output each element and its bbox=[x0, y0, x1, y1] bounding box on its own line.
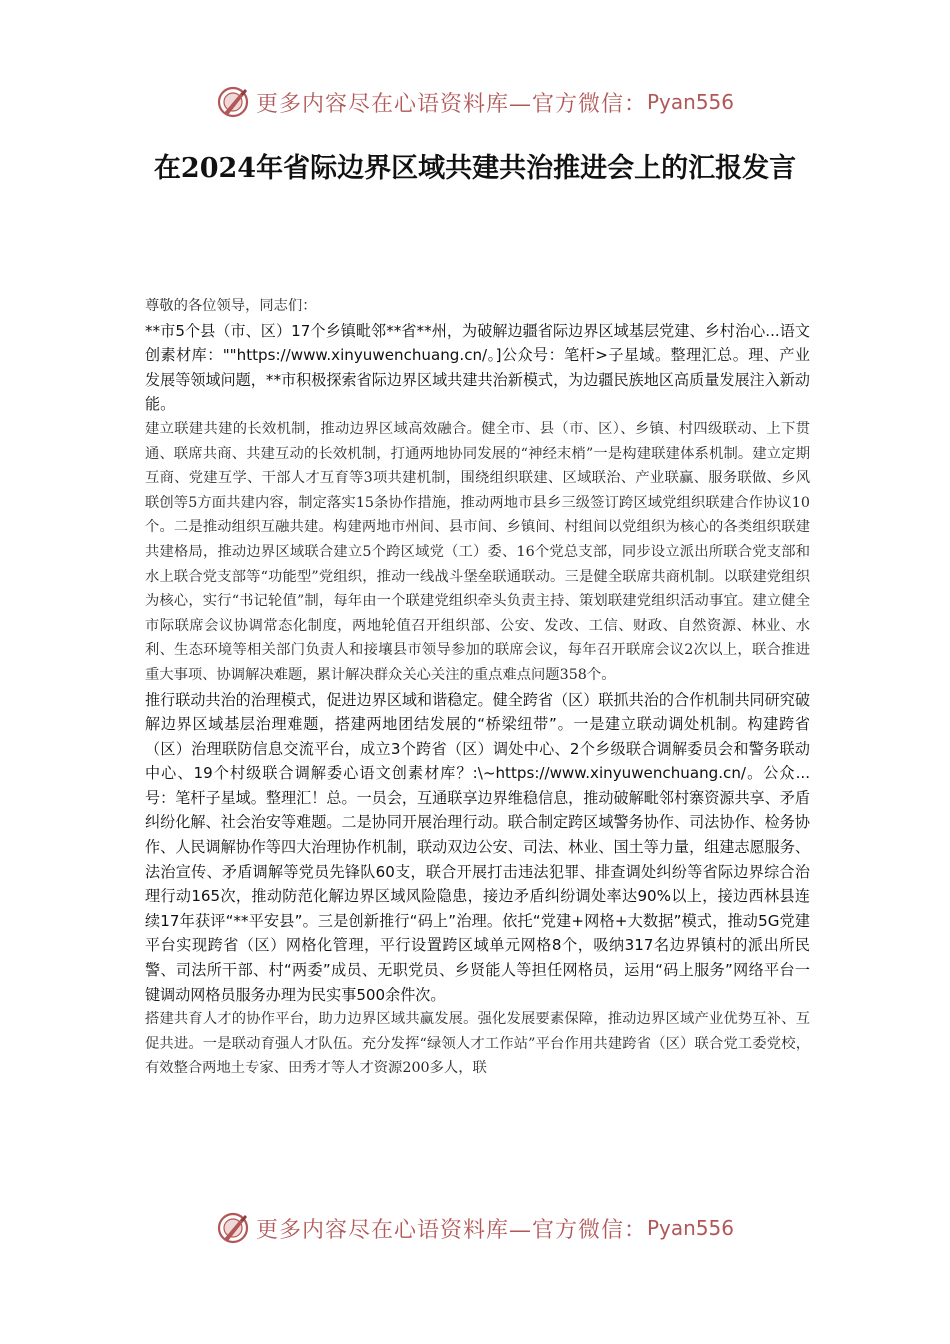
section-one-paragraph: 建立联建共建的长效机制，推动边界区域高效融合。健全市、县（市、区）、乡镇、村四级联动、上下贯通、联席共商、共建互动的长效机制，打通两地协同发展的“神经末梢”一是构建联建体系机制。建立定期互商、党建互学、干部人才互育等3项共建机制，围绕组织联建、区域联治、产业联赢、服务联做、乡风联创等5方面共建内容，制定落实15条协作措施，推动两地市县乡三级签订跨区域党组织联建合作协议10个。二是推动组织互融共建。构建两地市州间、县市间、乡镇间、村组间以党组织为核心的各类组织联建共建格局，推动边界区域联合建立5个跨区域党（工）委、16个党总支部，同步设立派出所联合党支部和水上联合党支部等“功能型”党组织，推动一线战斗堡垒联通联动。三是健全联席共商机制。以联建党组织为核心，实行“书记轮值”制，每年由一个联建党组织牵头负责主持、策划联建党组织活动事宜。建立健全市际联席会议协调常态化制度，两地轮值召开组织部、公安、发改、工信、财政、自然资源、林业、水利、生态环境等相关部门负责人和接壤县市领导参加的联席会议，每年召开联席会议2次以上，联合推进重大事项、协调解决难题，累计解决群众关心关注的重点难点问题358个。 bbox=[145, 420, 810, 683]
banner-wechat-id: Pyan556 bbox=[647, 90, 735, 114]
banner-text: 更多内容尽在心语资料库—官方微信： bbox=[255, 91, 647, 117]
section-two-paragraph: 推行联动共治的治理模式，促进边界区域和谐稳定。健全跨省（区）联抓共治的合作机制共同研究破解边界区域基层治理难题，搭建两地团结发展的“桥梁纽带”。一是建立联动调处机制。构建跨省（区）治理联防信息交流平台，成立3个跨省（区）调处中心、2个乡级联合调解委员会和警务联动中心、19个村级联合调解委心语文创素材库？:\~https://www.xinyuwenchuang.cn/。公众...号：笔杆子星域。整理汇！总。一员会，互通联享边界维稳信息，推动破解毗邻村寨资源共享、矛盾纠纷化解、社会治安等难题。二是协同开展治理行动。联合制定跨区域警务协作、司法协作、检务协作、人民调解协作等四大治理协作机制，联动双边公安、司法、林业、国土等力量，组建志愿服务、法治宣传、矛盾调解等党员先锋队60支，联合开展打击违法犯罪、排查调处纠纷等省际边界综合治理行动165次，推动防范化解边界区域风险隐患，接边矛盾纠纷调处率达90%以上，接边西林县连续17年获评“**平安县”。三是创新推行“码上”治理。依托“党建+网格+大数据”模式，推动5G党建平台实现跨省（区）网格化管理，平行设置跨区域单元网格8个，吸纳317名边界镇村的派出所民警、司法所干部、村“两委”成员、无职党员、乡贤能人等担任网格员，运用“码上服务”网络平台一键调动网格员服务办理为民实事500余件次。 bbox=[145, 690, 810, 1004]
footer-watermark-banner bbox=[0, 1208, 950, 1248]
brush-logo-icon bbox=[216, 1211, 250, 1245]
intro-paragraph: **市5个县（市、区）17个乡镇毗邻**省**州，为破解边疆省际边界区域基层党建、乡村治心...语文创素材库：""https://www.xinyuwenchuang.cn/。]公众号：笔杆>子星域。整理汇总。理、产业发展等领域问题，**市积极探索省际边界区域共建共治新模式，为边疆民族地区高质量发展注入新动能。 bbox=[145, 321, 810, 414]
document-body bbox=[145, 294, 810, 1081]
banner-wechat-id: Pyan556 bbox=[647, 1216, 735, 1240]
banner-text: 更多内容尽在心语资料库—官方微信： bbox=[255, 1217, 647, 1243]
document-title: 在2024年省际边界区域共建共治推进会上的汇报发言 bbox=[153, 153, 797, 184]
brush-logo-icon bbox=[216, 85, 250, 119]
salutation-paragraph: 尊敬的各位领导，同志们： bbox=[145, 298, 317, 314]
header-watermark-banner bbox=[0, 82, 950, 122]
section-three-paragraph: 搭建共育人才的协作平台，助力边界区域共赢发展。强化发展要素保障，推动边界区域产业优势互补、互促共进。一是联动育强人才队伍。充分发挥“绿领人才工作站”平台作用共建跨省（区）联合党工委党校，有效整合两地土专家、田秀才等人才资源200多人，联 bbox=[145, 1011, 810, 1077]
